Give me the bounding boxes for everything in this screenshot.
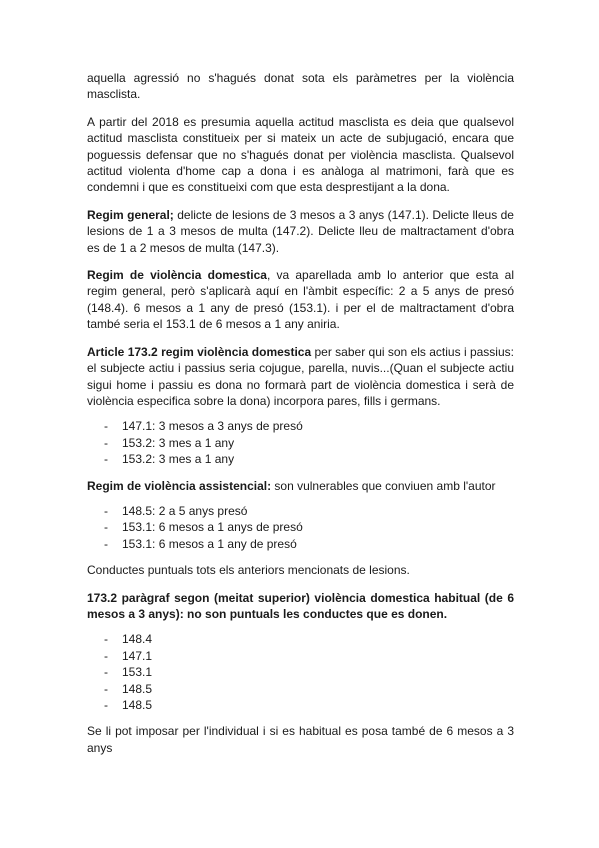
dash-marker: - [104,520,108,535]
list-item [87,451,514,467]
dash-marker: - [104,503,108,518]
list-item-text: 147.1 [122,648,153,663]
list-item-text: 153.1: 6 mesos a 1 anys de presó [122,520,303,535]
paragraph-heading: Regim de violència domestica [87,268,267,283]
paragraph: Se li pot imposar per l'individual i si es habitual es posa també de 6 mesos a 3 anys [87,724,514,755]
dash-marker: - [104,698,108,712]
list-item [87,536,514,552]
list-item-text: 148.4 [122,632,153,647]
list-item-text: 147.1: 3 mesos a 3 anys de presó [122,419,303,434]
paragraph-regim-general [87,207,514,256]
dash-marker: - [104,665,108,680]
list-item-text: 148.5 [122,698,153,712]
paragraph-text: per saber qui son els actius i passius: el subjecte actiu i passius seria cojugue, parella, nuvis...(Quan el subjecte actiu sigui home i passiu es dona no formarà part de violència domestica i serà de violència especifica sobre la dona) incorpora pares, fills i germans. [87,344,514,408]
document-body [87,70,514,767]
paragraph-text: , va aparellada amb lo anterior que esta al regim general, però s'aplicarà aquí en l'àmbit específic: 2 a 5 anys de presó (148.4). 6 mesos a 1 any de presó (153.1). i per el de maltractament d'obra també seria el 153.1 de 6 mesos a 1 any aniria. [87,268,514,332]
list-item-text: 153.1: 6 mesos a 1 any de presó [122,536,297,551]
dash-marker: - [104,452,108,467]
dash-marker: - [104,536,108,551]
list-articles [87,631,514,713]
paragraph-violencia-assistencial [87,478,514,494]
paragraph-heading: Article 173.2 regim violència domestica [87,344,312,359]
dash-marker: - [104,648,108,663]
dash-marker: - [104,681,108,696]
list-item [87,664,514,680]
list-item-text: 153.1 [122,665,153,680]
dash-marker: - [104,435,108,450]
paragraph-173-2-habitual: 173.2 paràgraf segon (meitat superior) violència domestica habitual (de 6 mesos a 3 anys): no son puntuals les conductes que es donen. [87,590,514,621]
paragraph-heading: Regim general; [87,207,174,222]
list-penalties-1 [87,418,514,467]
list-item [87,648,514,664]
paragraph-text: delicte de lesions de 3 mesos a 3 anys (147.1). Delicte lleus de lesions de 1 a 3 mesos de multa (147.2). Delicte lleu de maltractament d'obra es de 1 a 2 mesos de multa (147.3). [87,207,514,255]
paragraph-text: son vulnerables que conviuen amb l'autor [271,478,496,493]
list-item [87,418,514,434]
list-item [87,697,514,713]
paragraph: Conductes puntuals tots els anteriors mencionats de lesions. [87,563,410,578]
list-penalties-2 [87,503,514,552]
list-item [87,631,514,647]
list-item-text: 148.5 [122,681,153,696]
paragraph-heading: Regim de violència assistencial: [87,478,272,493]
list-item-text: 153.2: 3 mes a 1 any [122,435,235,450]
paragraph-violencia-domestica [87,267,514,333]
list-item-text: 148.5: 2 a 5 anys presó [122,503,248,518]
dash-marker: - [104,419,108,434]
list-item [87,681,514,697]
paragraph: aquella agressió no s'hagués donat sota els paràmetres per la violència masclista. [87,71,514,102]
list-item [87,519,514,535]
dash-marker: - [104,632,108,647]
list-item [87,435,514,451]
paragraph-article-173-2 [87,344,514,410]
list-item [87,503,514,519]
list-item-text: 153.2: 3 mes a 1 any [122,452,235,467]
paragraph: A partir del 2018 es presumia aquella actitud masclista es deia que qualsevol actitud masclista constitueix per si mateix un acte de subjugació, encara que poguessis defensar que no s'hagués donat per violència masclista. Qualsevol actitud violenta d'home cap a dona i es anàloga al matrimoni, farà que es condemni i que es constitueixi com que esta desprestijant a la dona. [87,114,514,195]
